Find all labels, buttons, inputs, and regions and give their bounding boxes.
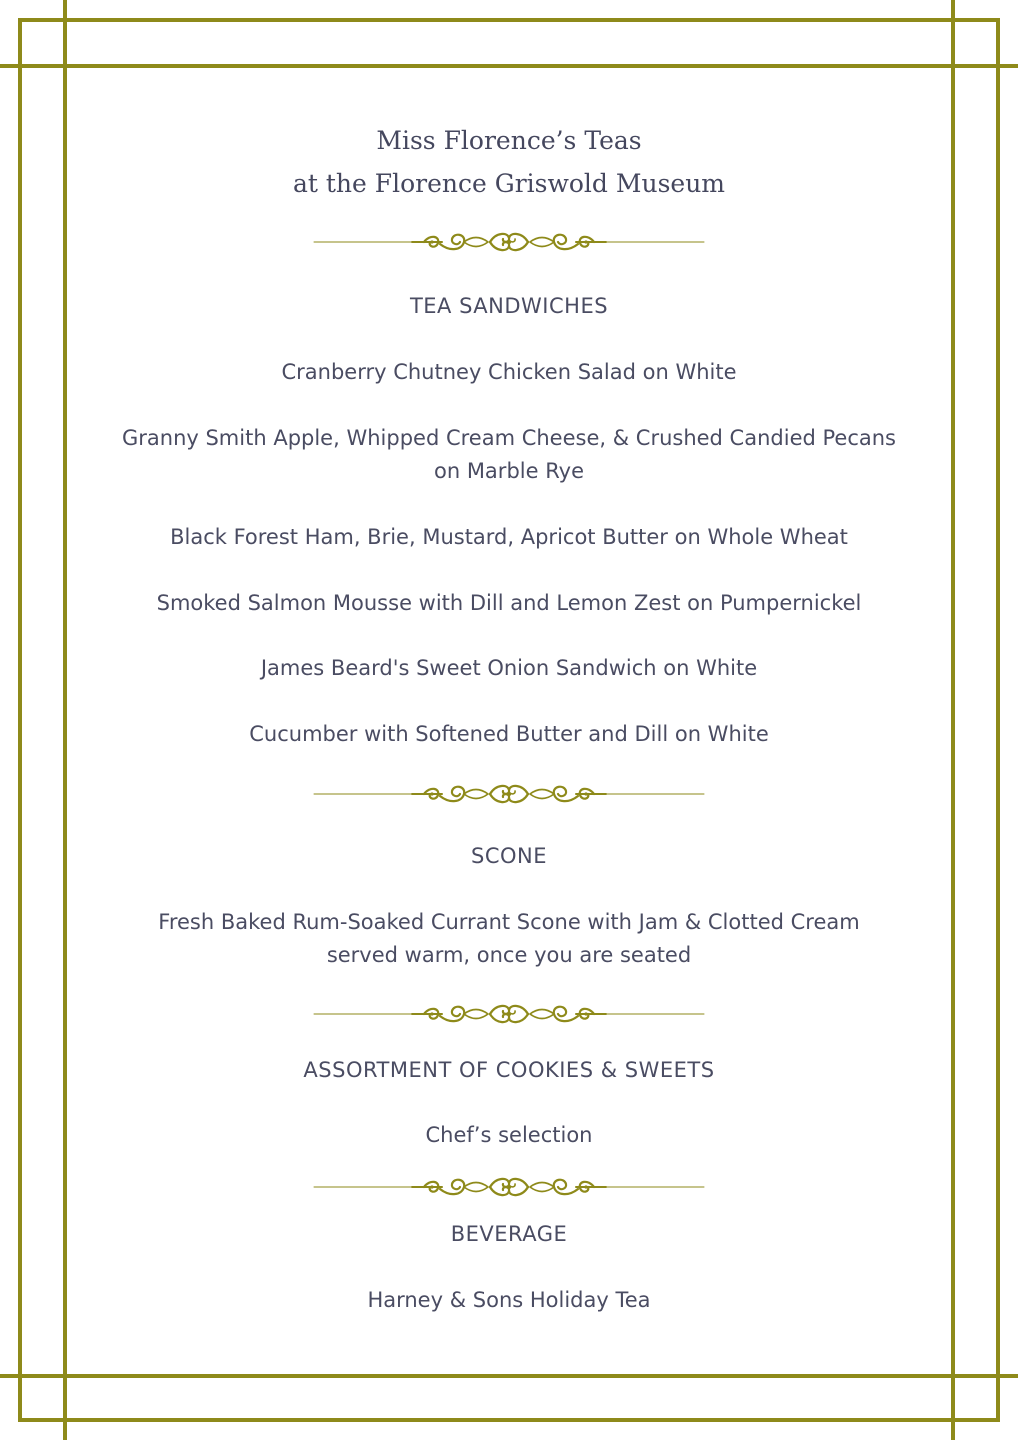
menu-item-note: served warm, once you are seated (326, 943, 692, 967)
frame-outer-bottom (18, 1418, 1000, 1422)
ornament-divider (312, 776, 706, 812)
section-heading-scone: SCONE (471, 844, 547, 868)
section-heading-beverage: BEVERAGE (450, 1222, 568, 1246)
frame-outer-top (18, 18, 1000, 22)
menu-item: James Beard's Sweet Onion Sandwich on White (260, 656, 758, 680)
ornament-divider (312, 1169, 706, 1205)
section-heading-tea-sandwiches: TEA SANDWICHES (409, 294, 609, 318)
frame-outer-right (996, 18, 1000, 1422)
menu-item: Fresh Baked Rum-Soaked Currant Scone with Jam & Clotted Cream (158, 910, 860, 934)
ornament-divider (312, 224, 706, 260)
menu-item: Black Forest Ham, Brie, Mustard, Apricot Butter on Whole Wheat (170, 525, 848, 549)
menu-item: Granny Smith Apple, Whipped Cream Cheese, & Crushed Candied Pecans (121, 426, 896, 450)
section-heading-cookies-sweets: ASSORTMENT OF COOKIES & SWEETS (303, 1058, 715, 1082)
menu-item: Harney & Sons Holiday Tea (367, 1288, 651, 1312)
frame-inner-top (0, 64, 1018, 68)
ornament-divider (312, 996, 706, 1032)
menu-item: Cucumber with Softened Butter and Dill on White (249, 722, 769, 746)
menu-item: Cranberry Chutney Chicken Salad on White (281, 360, 737, 384)
menu-item: Chef’s selection (425, 1123, 593, 1147)
menu-title-line-2: at the Florence Griswold Museum (292, 169, 726, 198)
frame-inner-bottom (0, 1374, 1018, 1378)
frame-outer-left (18, 18, 22, 1422)
menu-item: Smoked Salmon Mousse with Dill and Lemon Zest on Pumpernickel (156, 591, 862, 615)
menu-title-line-1: Miss Florence’s Teas (376, 126, 642, 155)
menu-item-continued: on Marble Rye (433, 459, 584, 483)
